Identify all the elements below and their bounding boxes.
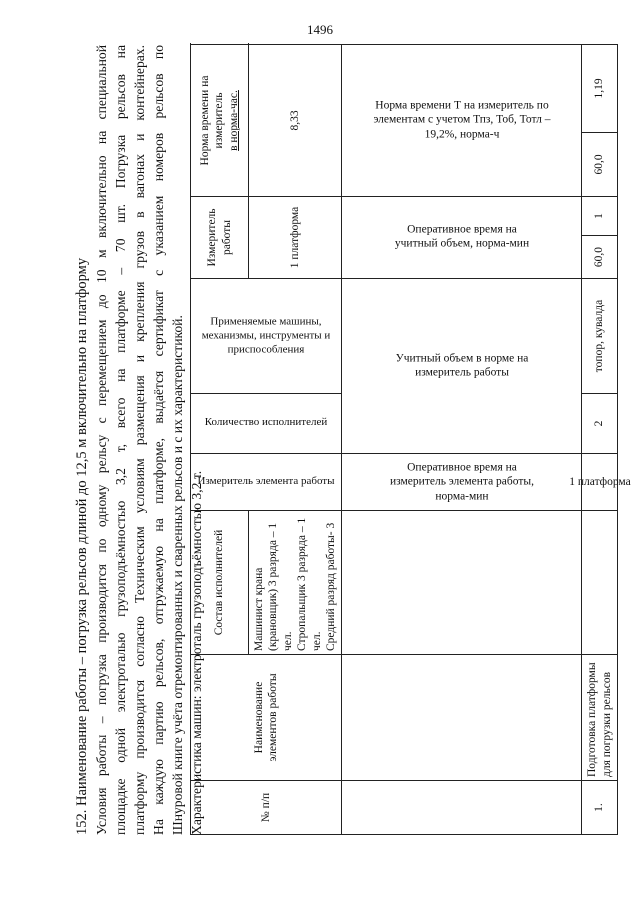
- row-element-meter-text: 1 платформа: [568, 475, 631, 488]
- header-norm-time-unit: в норма-час.: [227, 90, 240, 151]
- work-title: 152. Наименование работы – погрузка рельсов длиной до 12,5 м включительно на платформу: [74, 257, 90, 835]
- row-element-name: Подготовка платформы для погрузки рельсов: [582, 655, 618, 781]
- row-norm-time-total: 1,19: [582, 44, 618, 132]
- intro-line-3: платформу производится согласно Техническим условиям размещения и крепления грузов в вагонах и контейнерах.: [132, 45, 147, 835]
- header-volume: [342, 279, 582, 454]
- header-op-time-volume-text: Оперативное время на учитный объем, норма-мин: [394, 224, 529, 251]
- blank-num-cell: [342, 781, 582, 835]
- blank-composition-cell: [342, 511, 582, 655]
- intro-line-4: На каждую партию рельсов, отгружаемую на платформе, выдаётся сертификат с указанием номеров рельсов по: [151, 45, 166, 835]
- work-table: [190, 44, 631, 835]
- header-element-meter: [191, 454, 342, 511]
- table-row: [582, 44, 618, 834]
- intro-line-1: Условия работы – погрузка производится по одному рельсу с перемещением до 10 м включительно на специальной: [94, 45, 109, 835]
- page-number: 1496: [307, 22, 333, 37]
- composition-line-2: Стропальщик 3 разряда – 1 чел.: [296, 517, 323, 651]
- row-composition-empty: [582, 511, 618, 655]
- header-tools-text: Применяемые машины, механизмы, инструменты и приспособления: [201, 315, 331, 355]
- header-norm-time-label: Норма времени на измеритель: [198, 75, 226, 166]
- intro-line-2: площадке одной электроталью грузоподъёмностью 3,2 т, всего на платформе – 70 шт. Погрузка рельсов на: [113, 45, 128, 835]
- composition-line-1: Машинист крана (крановщик) 3 разряда – 1 чел.: [253, 522, 294, 651]
- row-performers-count: 2: [582, 394, 618, 454]
- header-norm-time: [191, 44, 249, 196]
- header-norm-time-total: [342, 44, 582, 196]
- header-composition: Состав исполнителей: [191, 511, 249, 655]
- intro-line-5: Шнуровой книге учёта отремонтированных и сваренных рельсов и с их характеристикой.: [170, 315, 185, 835]
- composition-cell: [249, 511, 342, 655]
- header-op-time-volume: [342, 196, 582, 278]
- row-tools: топор, кувалда: [582, 279, 618, 394]
- blank-element-cell: [342, 655, 582, 781]
- rotated-page-content: [73, 45, 631, 835]
- header-work-meter: Измеритель работы: [191, 196, 249, 278]
- header-op-time-element-text: Оперативное время на измеритель элемента работы, норма-мин: [389, 461, 534, 503]
- row-op-time-element: 60,0: [582, 236, 618, 279]
- composition-line-3: Средний разряд работы- 3: [324, 522, 337, 651]
- header-num: № п/п: [191, 781, 342, 835]
- header-performers-count-text: Количество исполнителей: [204, 416, 328, 429]
- header-tools: [191, 279, 342, 394]
- row-num: 1.: [582, 781, 618, 835]
- row-element-meter: [568, 454, 631, 511]
- header-element-meter-text: Измеритель элемента работы: [197, 475, 335, 488]
- intro-text: [73, 45, 206, 835]
- machine-characteristic: Характеристика машин: электроталь грузоподъёмностью 3,2 т.: [189, 470, 204, 835]
- header-element-name: Наименование элементов работы: [191, 655, 342, 781]
- header-volume-text: Учитный объем в норме на измеритель работы: [395, 352, 529, 379]
- norm-time-value: 8,33: [249, 44, 342, 196]
- row-volume: 1: [582, 196, 618, 235]
- work-meter-value: 1 платформа: [249, 196, 342, 278]
- row-op-time-volume: 60,0: [582, 132, 618, 196]
- header-performers-count: [191, 394, 342, 454]
- header-norm-time-total-text: Норма времени Т на измеритель по элементам с учетом Тпз, Тоб, Тотл – 19,2%, норма-ч: [373, 99, 551, 141]
